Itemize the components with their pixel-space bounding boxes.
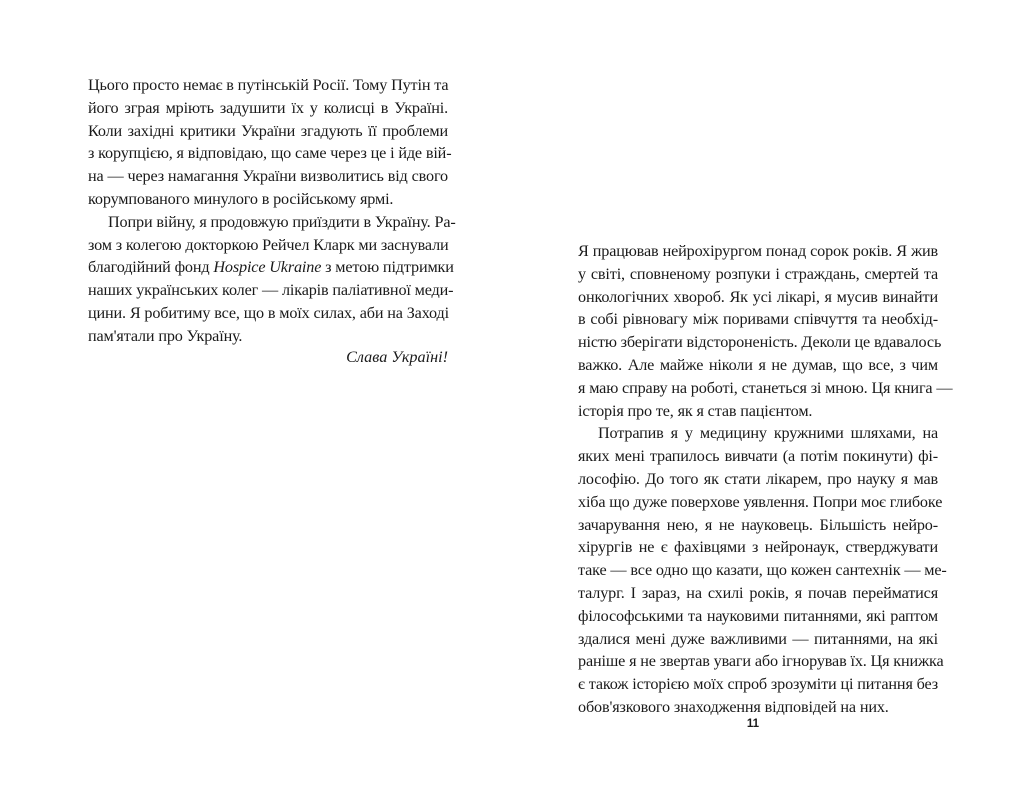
text-line: з корупцією, я відповідаю, що саме через це і йде вій- — [88, 144, 452, 163]
right-page-text — [578, 240, 953, 719]
text-line: хіба що дуже поверхове уявлення. Попри моє глибоке — [578, 492, 943, 511]
text-line: онкологічних хвороб. Як усі лікарі, я мусив винайти — [578, 287, 938, 306]
text-line: у світі, сповненому розпуки і страждань, смертей та — [578, 264, 938, 283]
page-number: 11 — [746, 718, 760, 730]
text-line: важко. Але майже ніколи я не думав, що все, з чим — [578, 355, 938, 374]
text-line: хірургів не є фахівцями з нейронаук, стверджувати — [578, 538, 938, 557]
text-line-with-italic — [88, 256, 454, 279]
text-line: раніше я не звертав уваги або ігнорував їх. Ця книжка — [578, 652, 944, 671]
text-line: Попри війну, я продовжую приїздити в Україну. Ра- — [108, 212, 456, 231]
text-line: філософськими та науковими питаннями, які раптом — [578, 606, 938, 625]
left-paragraph-1 — [88, 74, 452, 211]
text-line: Потрапив я у медицину кружними шляхами, на — [598, 424, 938, 443]
foundation-name: Hospice Ukraine — [213, 258, 322, 277]
text-segment: з метою підтримки — [321, 258, 454, 277]
text-line: є також історією моїх спроб зрозуміти ці питання без — [578, 675, 938, 694]
text-line: обов'язкового знаходження відповідей на них. — [578, 697, 889, 716]
text-line: історія про те, як я став пацієнтом. — [578, 401, 813, 420]
left-page-text — [88, 74, 456, 348]
text-line: я маю справу на роботі, станеться зі мною. Ця книга — — [578, 378, 953, 397]
text-line: пам'ятали про Україну. — [88, 326, 243, 345]
text-line: корумпованого минулого в російському ярмі. — [88, 189, 394, 208]
text-line: Цього просто немає в путінській Росії. Тому Путін та — [88, 76, 449, 94]
right-page — [512, 0, 1024, 787]
right-paragraph-2 — [578, 422, 947, 718]
text-line: на — через намагання України визволитись від свого — [88, 167, 448, 186]
text-line: талург. І зараз, на схилі років, я почав перейматися — [578, 583, 938, 602]
text-line: Я працював нейрохірургом понад сорок років. Я жив — [578, 242, 938, 260]
signature-slava-ukraini: Слава Україні! — [346, 348, 448, 366]
text-line: в собі рівновагу між поривами співчуття та необхід- — [578, 310, 938, 329]
text-line: зом з колегою докторкою Рейчел Кларк ми заснували — [88, 235, 449, 254]
text-segment: благодійний фонд — [88, 258, 214, 277]
text-line: Коли західні критики України згадують її проблеми — [88, 121, 448, 140]
text-line: ністю зберігати відстороненість. Деколи це вдавалось — [578, 333, 942, 352]
text-line: наших українських колег — лікарів паліативної меди- — [88, 281, 454, 300]
text-line: лософію. До того як стати лікарем, про науку я мав — [578, 469, 938, 488]
text-line: таке — все одно що казати, що кожен сантехнік — ме- — [578, 561, 947, 580]
text-line: цини. Я робитиму все, що в моїх силах, аби на Заході — [88, 303, 449, 322]
text-line: здалися мені дуже важливими — питаннями, на які — [578, 629, 938, 648]
text-line: яких мені трапилось вивчати (а потім покинути) фі- — [578, 447, 938, 466]
right-paragraph-1 — [578, 240, 953, 422]
left-paragraph-2 — [88, 211, 456, 348]
text-line: зачарування нею, я не науковець. Більшість нейро- — [578, 515, 938, 534]
text-line: його зграя мріють задушити їх у колисці в Україні. — [88, 98, 448, 117]
